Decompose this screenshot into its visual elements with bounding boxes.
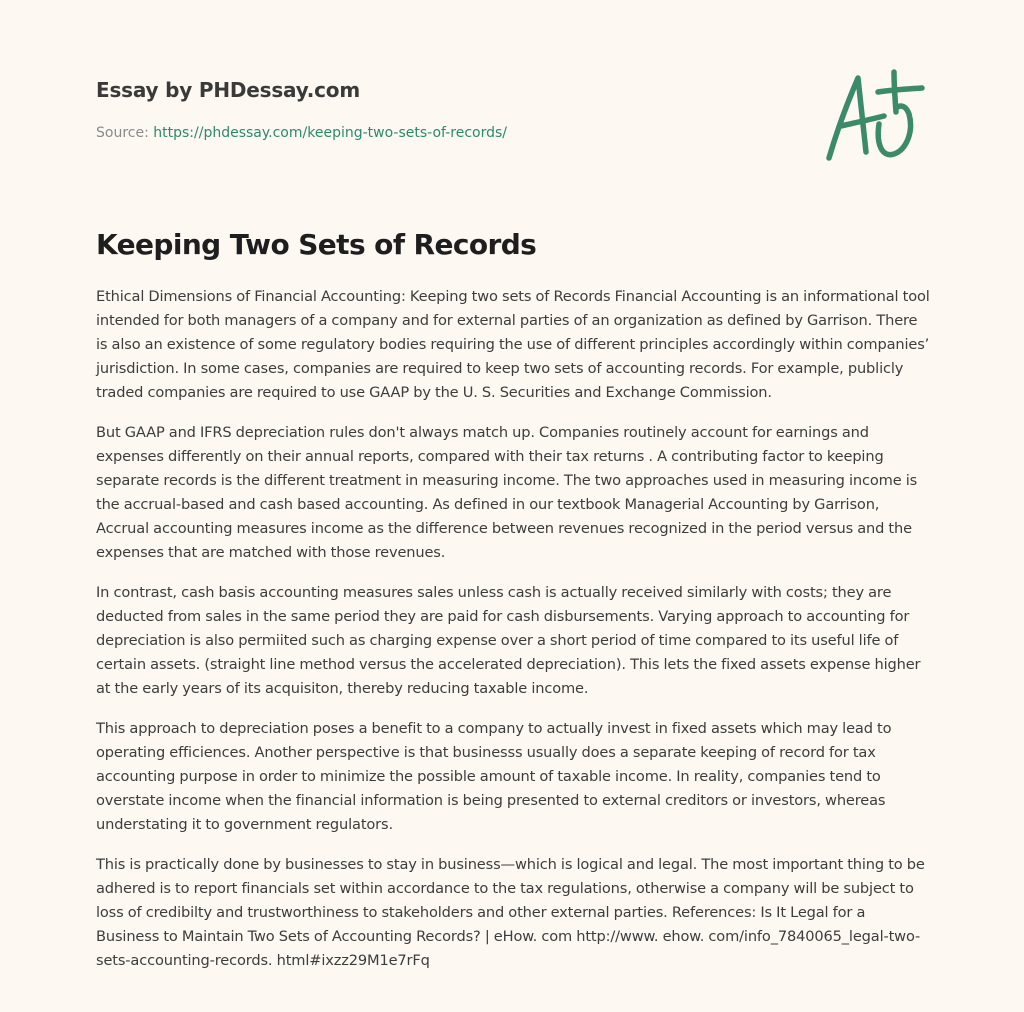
essay-paragraph: In contrast, cash basis accounting measures sales unless cash is actually received similarly with costs; they are deducted from sales in the same period they are paid for cash disbursements. Varying approach to accounting for depreciation is also permiited such as charging expense over a short period of time compared to its useful life of certain assets. (straight line method versus the accelerated depreciation). This lets the fixed assets expense higher at the early years of its acquisiton, thereby reducing taxable income. xyxy=(96,584,921,697)
a-plus-grade-icon xyxy=(824,68,928,164)
essay-paragraph: This is practically done by businesses to stay in business—which is logical and legal. The most important thing to be adhered is to report financials set within accordance to the tax regulations, otherwise a company will be subject to loss of credibilty and trustworthiness to stakeholders and other external parties. References: Is It Legal for a Business to Maintain Two Sets of Accounting Records? | eHow. com http://www. ehow. com/info_7840065_legal-two-sets-accounting-records. html#ixzz29M1e7rFq xyxy=(96,856,925,969)
essay-body xyxy=(96,285,932,989)
source-link[interactable]: https://phdessay.com/keeping-two-sets-of-records/ xyxy=(153,125,507,141)
essay-paragraph: But GAAP and IFRS depreciation rules don't always match up. Companies routinely account for earnings and expenses differently on their annual reports, compared with their tax returns . A contributing factor to keeping separate records is the different treatment in measuring income. The two approaches used in measuring income is the accrual-based and cash based accounting. As defined in our textbook Managerial Accounting by Garrison, Accrual accounting measures income as the difference between revenues recognized in the period versus and the expenses that are matched with those revenues. xyxy=(96,424,918,561)
essay-paragraph: Ethical Dimensions of Financial Accounting: Keeping two sets of Records Financial Accounting is an informational tool intended for both managers of a company and for external parties of an organization as defined by Garrison. There is also an existence of some regulatory bodies requiring the use of different principles accordingly within companies’ jurisdiction. In some cases, companies are required to keep two sets of accounting records. For example, publicly traded companies are required to use GAAP by the U. S. Securities and Exchange Commission. xyxy=(96,288,930,401)
source-line xyxy=(96,124,507,142)
essay-title: Keeping Two Sets of Records xyxy=(96,228,537,261)
essay-paragraph: This approach to depreciation poses a benefit to a company to actually invest in fixed assets which may lead to operating efficiences. Another perspective is that businesss usually does a separate keeping of record for tax accounting purpose in order to minimize the possible amount of taxable income. In reality, companies tend to overstate income when the financial information is being presented to external creditors or investors, whereas understating it to government regulators. xyxy=(96,720,892,833)
site-name: Essay by PHDessay.com xyxy=(96,78,360,102)
source-label: Source: xyxy=(96,125,154,141)
